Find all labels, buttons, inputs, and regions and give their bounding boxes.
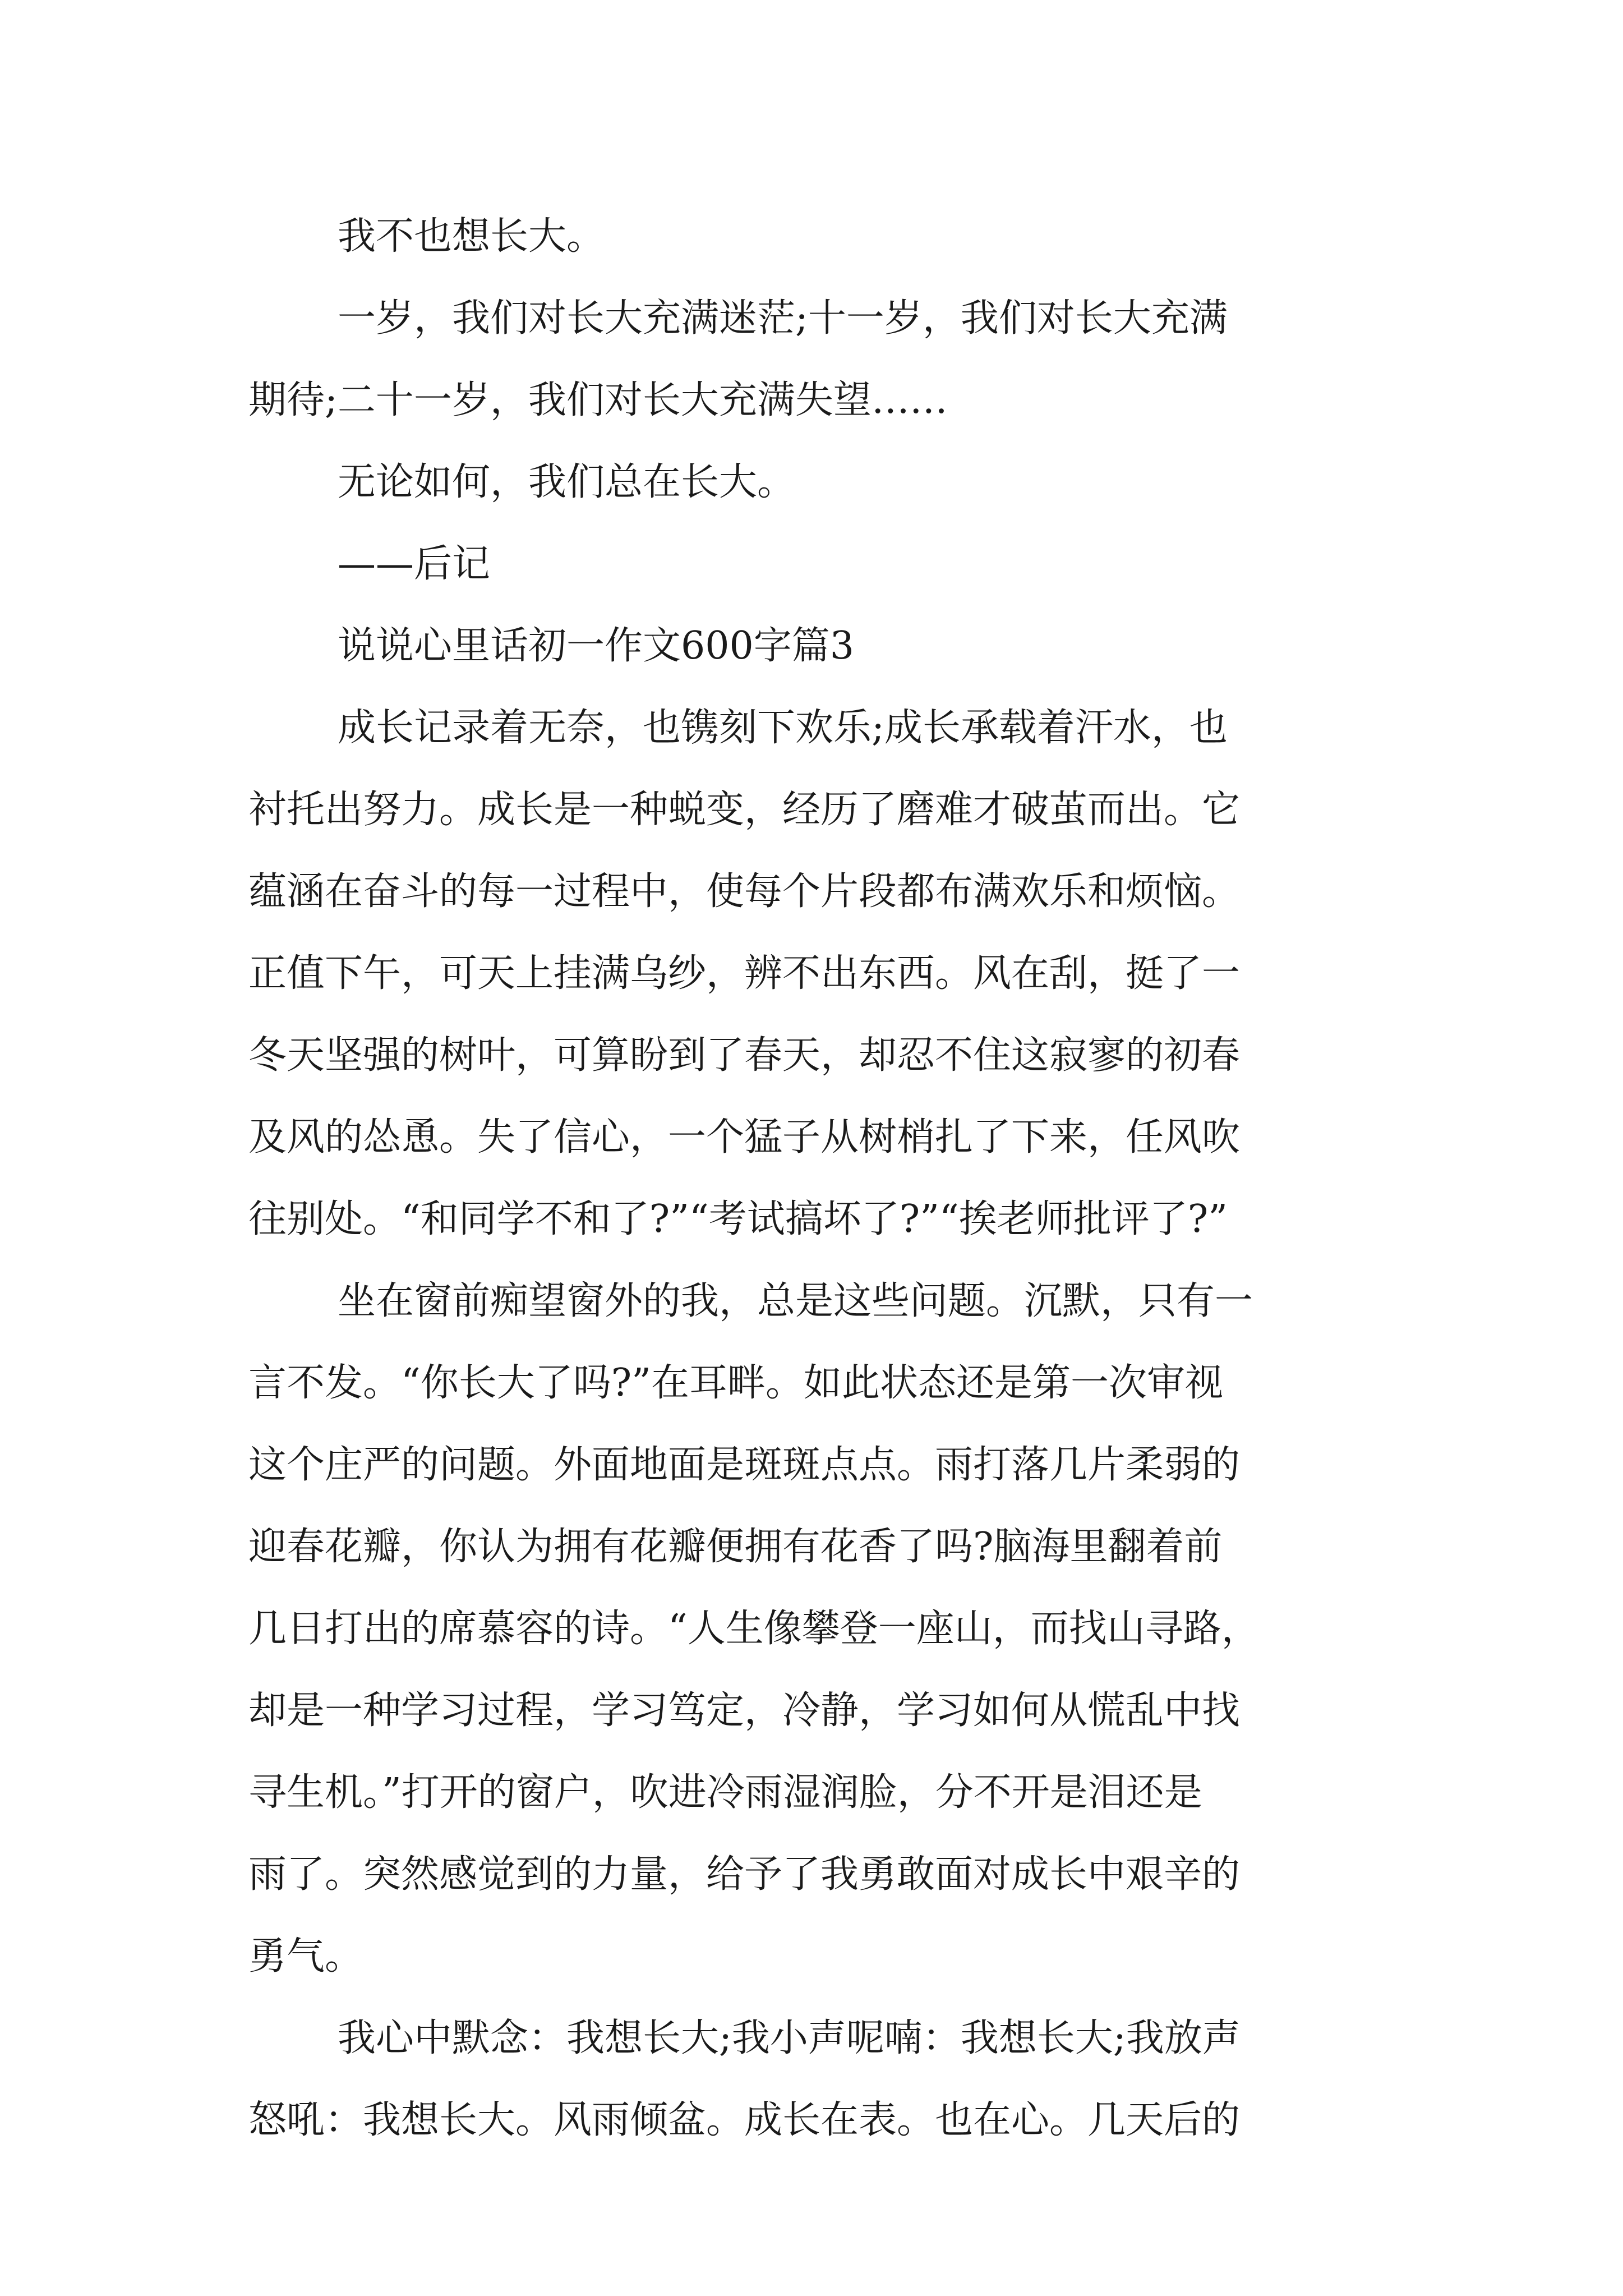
section-heading: 说说心里话初一作文600字篇3 (338, 624, 855, 668)
text-line: ——后记 (338, 542, 491, 586)
text-line: 言不发。“你长大了吗?”在耳畔。如此状态还是第一次审视 (248, 1361, 1223, 1405)
text-line: 冬天坚强的树叶，可算盼到了春天，却忍不住这寂寥的初春 (248, 1033, 1241, 1078)
text-line: 这个庄严的问题。外面地面是斑斑点点。雨打落几片柔弱的 (248, 1443, 1241, 1487)
text-line: 雨了。突然感觉到的力量，给予了我勇敢面对成长中艰辛的 (248, 1852, 1241, 1897)
text-line: 坐在窗前痴望窗外的我，总是这些问题。沉默，只有一 (338, 1279, 1253, 1323)
text-line: 我心中默念：我想长大;我小声呢喃：我想长大;我放声 (338, 2016, 1241, 2060)
text-line: 迎春花瓣，你认为拥有花瓣便拥有花香了吗?脑海里翻着前 (248, 1525, 1223, 1569)
text-line: 成长记录着无奈，也镌刻下欢乐;成长承载着汗水，也 (338, 706, 1228, 750)
text-line: 我不也想长大。 (338, 214, 605, 259)
text-line: 无论如何，我们总在长大。 (338, 460, 796, 504)
text-line: 一岁，我们对长大充满迷茫;十一岁，我们对长大充满 (338, 296, 1228, 341)
text-line: 寻生机。”打开的窗户，吹进冷雨湿润脸，分不开是泪还是 (248, 1770, 1202, 1815)
text-line: 及风的怂恿。失了信心，一个猛子从树梢扎了下来，任风吹 (248, 1115, 1241, 1159)
text-line: 几日打出的席慕容的诗。“人生像攀登一座山，而找山寻路， (248, 1607, 1260, 1651)
text-line: 怒吼：我想长大。风雨倾盆。成长在表。也在心。几天后的 (248, 2098, 1241, 2142)
text-line: 期待;二十一岁，我们对长大充满失望…… (248, 378, 948, 422)
text-line: 往别处。“和同学不和了?”“考试搞坏了?”“挨老师批评了?” (248, 1197, 1228, 1241)
text-line: 正值下午，可天上挂满乌纱，辨不出东西。风在刮，挺了一 (248, 951, 1241, 996)
text-line: 却是一种学习过程，学习笃定，冷静，学习如何从慌乱中找 (248, 1688, 1241, 1733)
text-line: 衬托出努力。成长是一种蜕变，经历了磨难才破茧而出。它 (248, 788, 1241, 832)
text-line: 蕴涵在奋斗的每一过程中，使每个片段都布满欢乐和烦恼。 (248, 869, 1241, 914)
text-line: 勇气。 (248, 1934, 363, 1978)
